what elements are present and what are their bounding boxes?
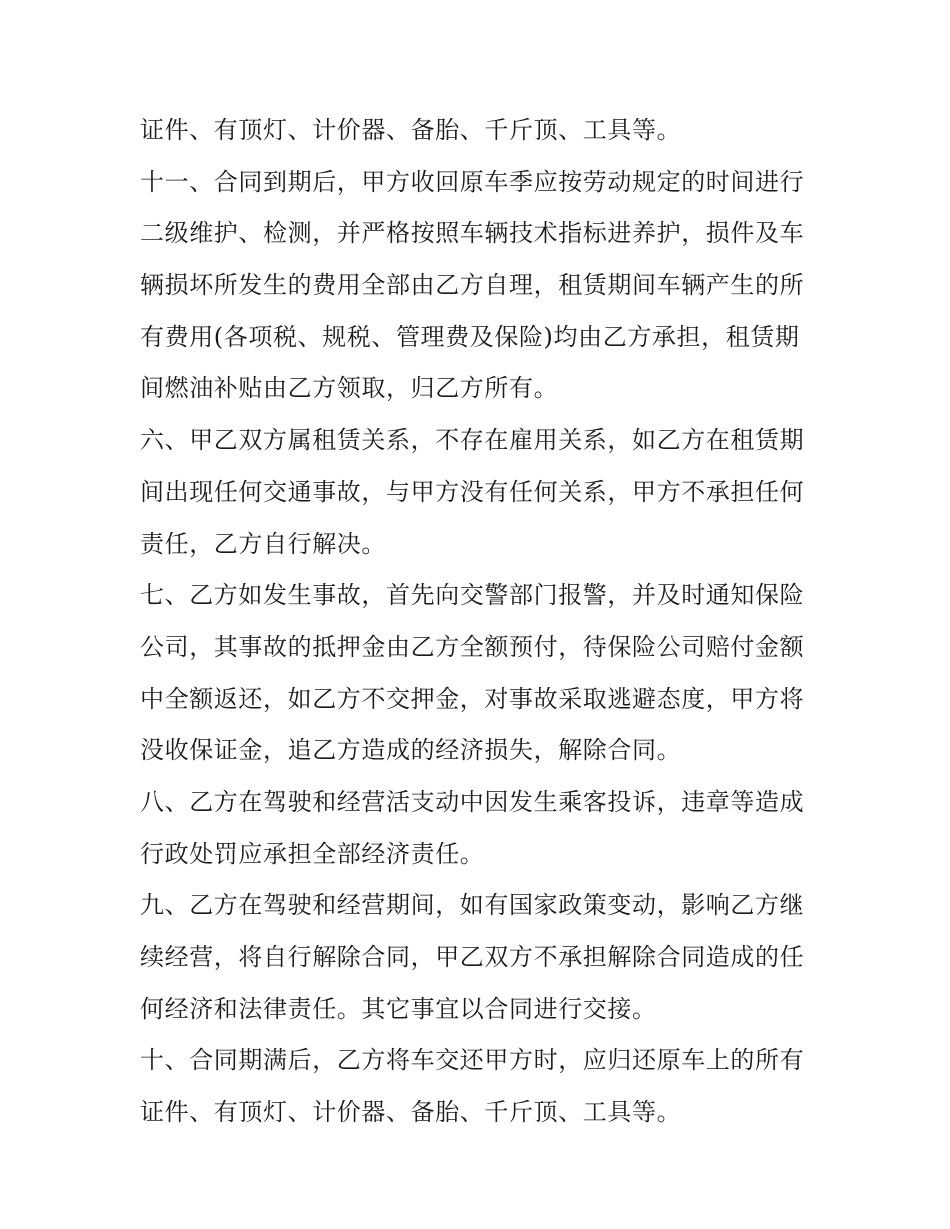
text-line: 间出现任何交通事故，与甲方没有任何关系，甲方不承担任何 — [140, 477, 805, 506]
text-line: 二级维护、检测，并严格按照车辆技术指标进养护，损件及车 — [140, 219, 805, 248]
paragraph-clause-11 — [140, 157, 820, 415]
paragraph-clause-10 — [140, 1035, 820, 1138]
paragraph-continuation — [140, 105, 820, 157]
text-line: 没收保证金，追乙方造成的经济损失，解除合同。 — [140, 736, 682, 765]
paragraph-clause-9 — [140, 880, 820, 1035]
text-line: 八、乙方在驾驶和经营活支动中因发生乘客投诉，违章等造成 — [140, 787, 805, 816]
paragraph-clause-6 — [140, 415, 820, 570]
text-line: 十一、合同到期后，甲方收回原车季应按劳动规定的时间进行 — [140, 167, 805, 196]
text-line: 中全额返还，如乙方不交押金，对事故采取逃避态度，甲方将 — [140, 684, 805, 713]
text-line: 十、合同期满后，乙方将车交还甲方时，应归还原车上的所有 — [140, 1046, 805, 1075]
document-body — [140, 105, 820, 1139]
paragraph-clause-7 — [140, 570, 820, 777]
text-line: 九、乙方在驾驶和经营期间，如有国家政策变动，影响乙方继 — [140, 891, 805, 920]
text-line: 续经营，将自行解除合同，甲乙双方不承担解除合同造成的任 — [140, 943, 805, 971]
text-line: 证件、有顶灯、计价器、备胎、千斤顶、工具等。 — [140, 116, 682, 144]
text-line: 公司，其事故的抵押金由乙方全额预付，待保险公司赔付金额 — [140, 632, 805, 661]
text-line: 六、甲乙双方属租赁关系，不存在雇用关系，如乙方在租赁期 — [140, 426, 805, 455]
text-line: 有费用(各项税、规税、管理费及保险)均由乙方承担，租赁期 — [140, 322, 800, 351]
text-line: 责任，乙方自行解决。 — [140, 529, 386, 558]
text-line: 何经济和法律责任。其它事宜以合同进行交接。 — [140, 994, 657, 1023]
text-line: 间燃油补贴由乙方领取，归乙方所有。 — [140, 374, 559, 403]
text-line: 辆损坏所发生的费用全部由乙方自理，租赁期间车辆产生的所 — [140, 271, 805, 300]
text-line: 证件、有顶灯、计价器、备胎、千斤顶、工具等。 — [140, 1098, 682, 1127]
paragraph-clause-8 — [140, 777, 820, 880]
text-line: 七、乙方如发生事故，首先向交警部门报警，并及时通知保险 — [140, 581, 805, 610]
text-line: 行政处罚应承担全部经济责任。 — [140, 839, 485, 868]
